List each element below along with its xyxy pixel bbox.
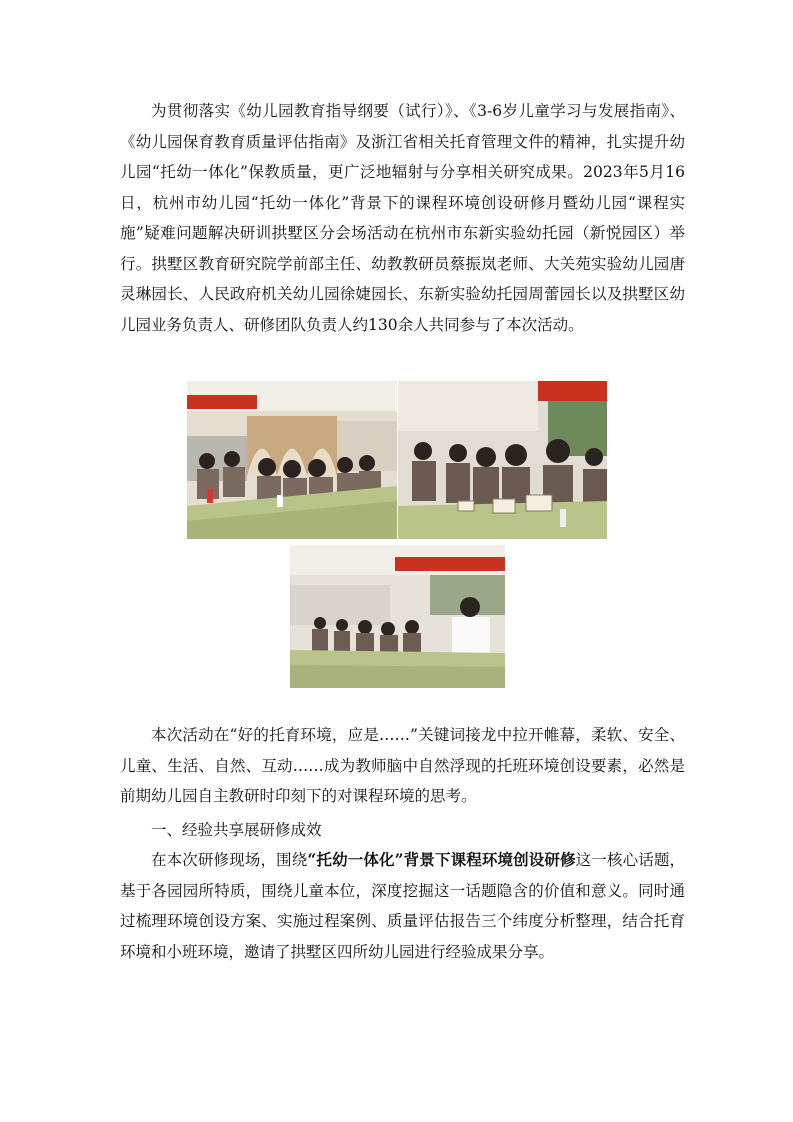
paragraph3-after: 这一核心话题，基于各园园所特质，围绕儿童本位，深度挖掘这一话题隐含的价值和意义。同时通过梳理环境创设方案、实施过程案例、质量评估报告三个纬度分析整理，结合托育环境和小班环境，邀请了拱墅区四所幼儿园进行经验成果分享。 bbox=[120, 851, 685, 961]
intro-paragraph: 为贯彻落实《幼儿园教育指导纲要（试行）》、《3-6岁儿童学习与发展指南》、《幼儿园保育教育质量评估指南》及浙江省相关托育管理文件的精神，扎实提升幼儿园“托幼一体化”保教质量，更广泛地辐射与分享相关研究成果。2023年5月16日，杭州市幼儿园“托幼一体化”背景下的课程环境创设研修月暨幼儿园“课程实施”疑难问题解决研训拱墅区分会场活动在杭州市东新实验幼托园（新悦园区）举行。拱墅区教育研究院学前部主任、幼教教研员蔡振岚老师、大关苑实验幼儿园唐灵琳园长、人民政府机关幼儿园徐婕园长、东新实验幼托园周蕾园长以及拱墅区幼儿园业务负责人、研修团队负责人约130余人共同参与了本次活动。 bbox=[120, 102, 685, 334]
research-paragraph bbox=[120, 845, 685, 967]
event-photo-1 bbox=[187, 381, 397, 539]
event-photo-2 bbox=[398, 381, 607, 539]
section-heading: 一、经验共享展研修成效 bbox=[151, 821, 322, 839]
activity-paragraph: 本次活动在“好的托育环境，应是……”关键词接龙中拉开帷幕，柔软、安全、儿童、生活、自然、互动……成为教师脑中自然浮现的托班环境创设要素，必然是前期幼儿园自主教研时印刻下的对课程环境的思考。 bbox=[120, 726, 685, 805]
paragraph3-bold-topic: “托幼一体化”背景下课程环境创设研修 bbox=[307, 850, 576, 869]
event-photo-3 bbox=[290, 545, 505, 688]
paragraph3-before: 在本次研修现场，围绕 bbox=[151, 851, 308, 869]
